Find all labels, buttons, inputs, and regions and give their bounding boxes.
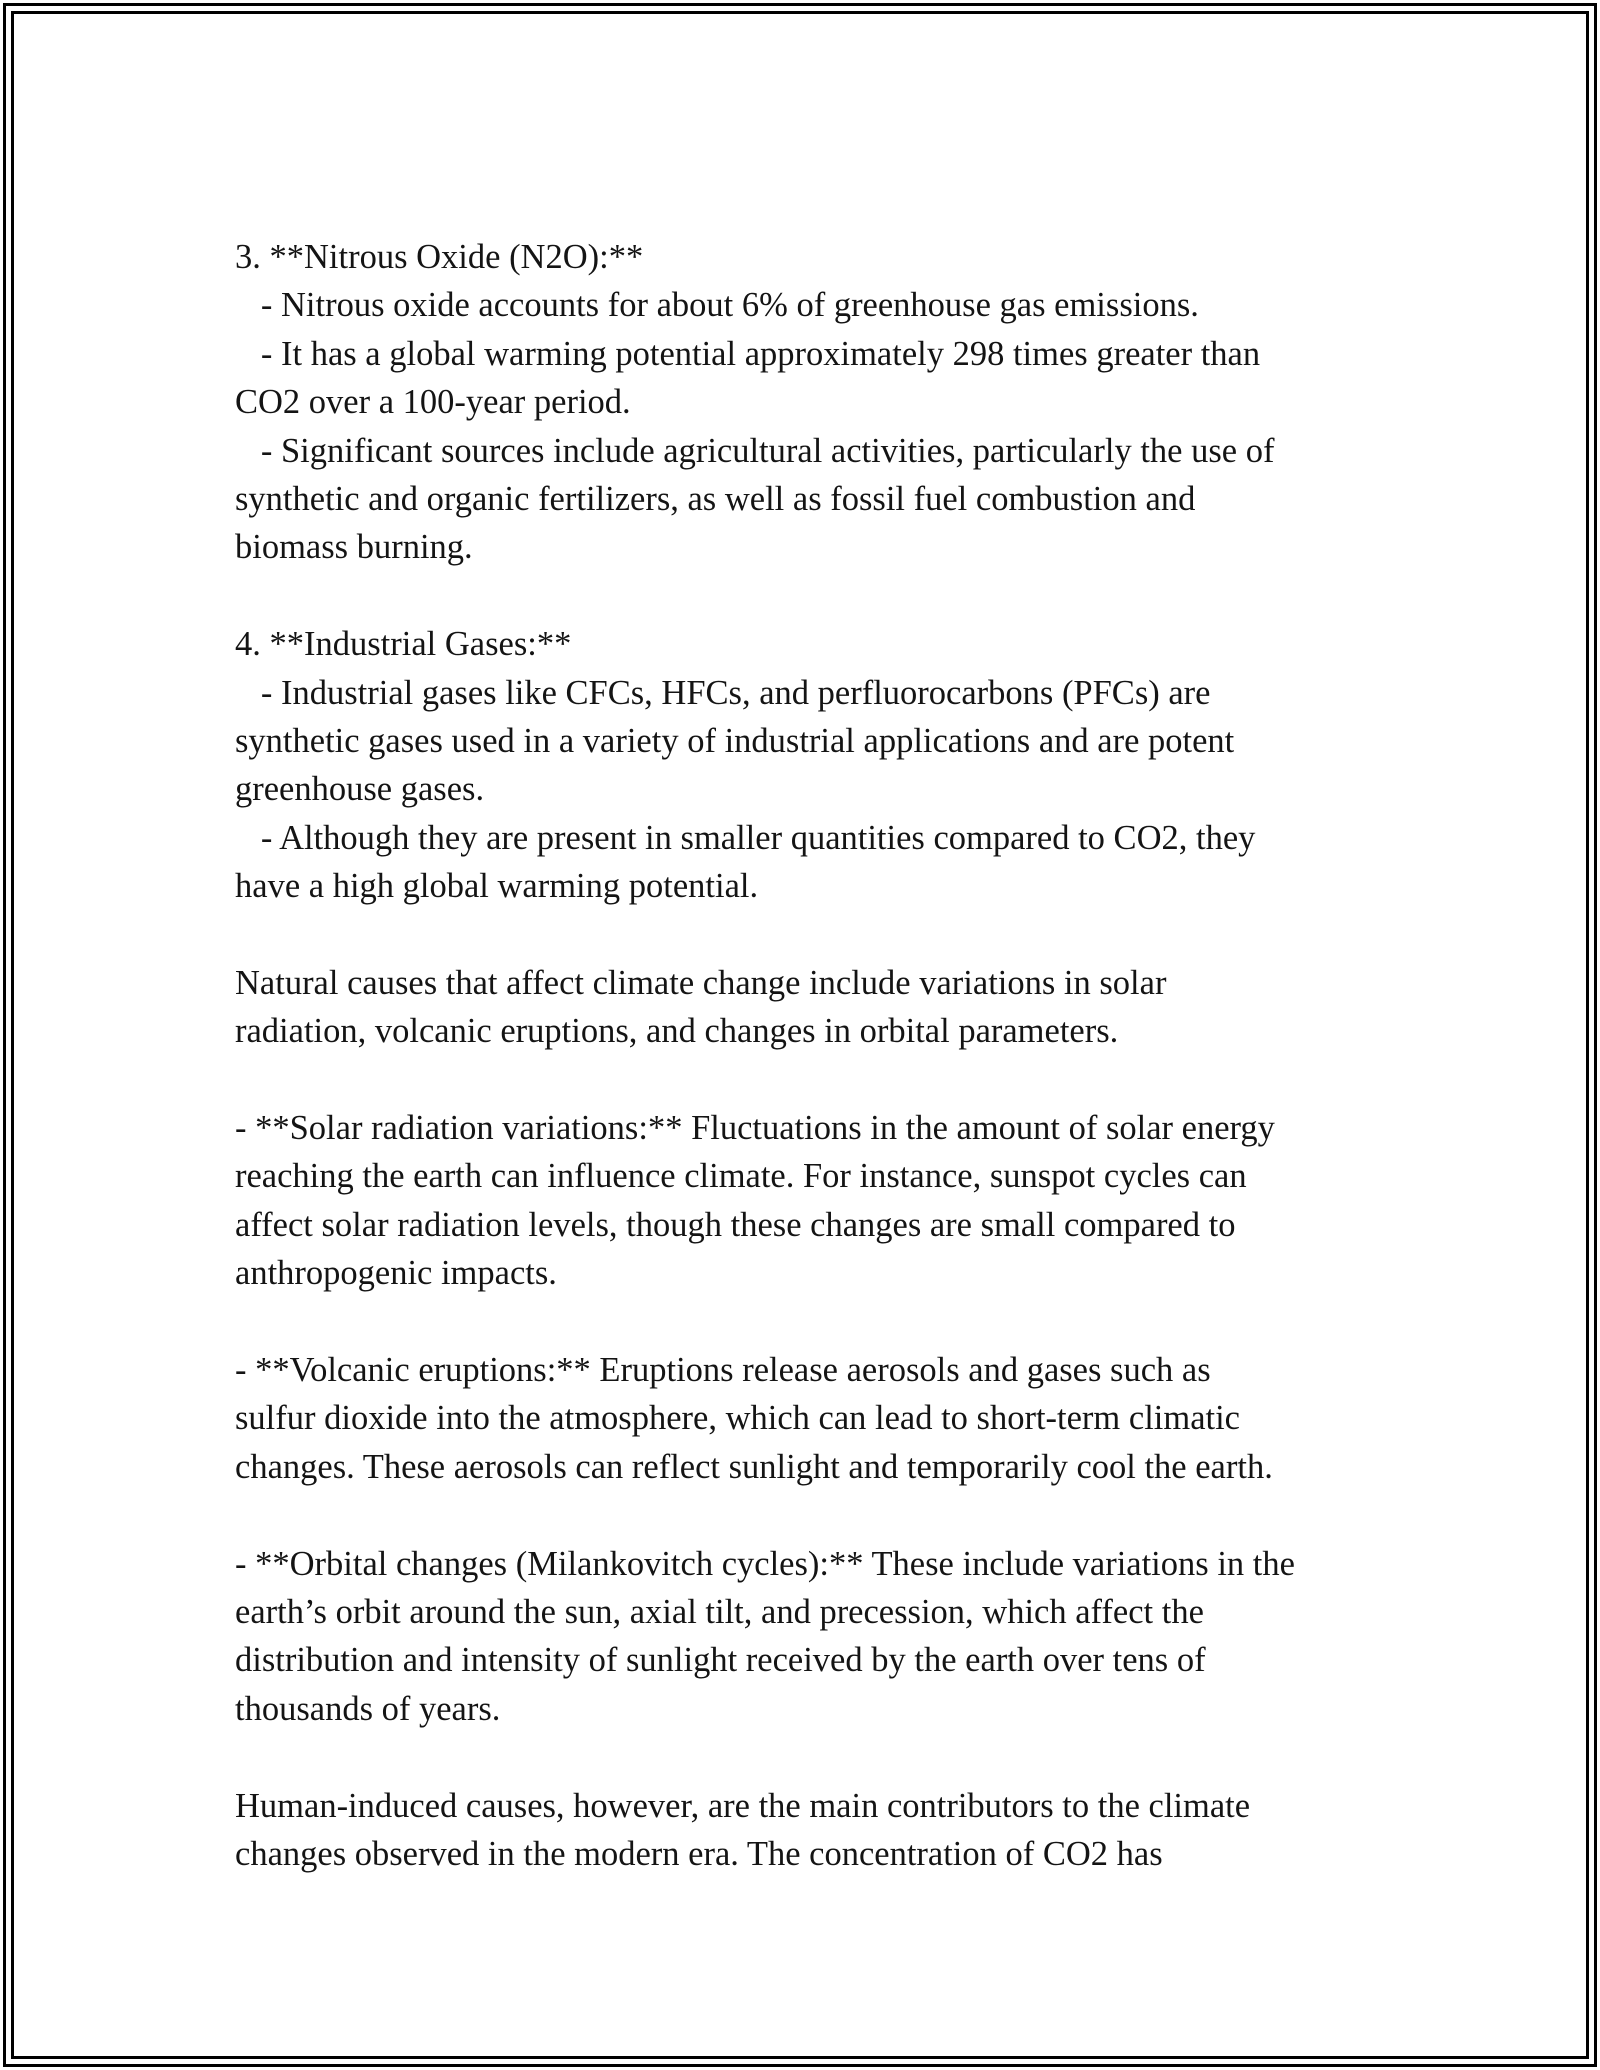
blank-line [235,572,1375,620]
text-line: - **Volcanic eruptions:** Eruptions release aerosols and gases such as [235,1350,1211,1389]
text-line: sulfur dioxide into the atmosphere, which can lead to short-term climatic [235,1399,1240,1438]
text-line: 4. **Industrial Gases:** [235,625,572,664]
text-line: CO2 over a 100-year period. [235,383,631,422]
text-line: greenhouse gases. [235,770,485,809]
blank-line [235,1298,1375,1346]
text-line: biomass burning. [235,528,473,567]
text-line: anthropogenic impacts. [235,1254,557,1293]
text-line: - Although they are present in smaller quantities compared to CO2, they [235,818,1256,857]
text-line: earth’s orbit around the sun, axial tilt, and precession, which affect the [235,1592,1204,1631]
text-line: synthetic gases used in a variety of industrial applications and are potent [235,721,1235,760]
text-line: have a high global warming potential. [235,867,759,906]
blank-line [235,1733,1375,1781]
document-body [235,233,1375,1878]
text-line: Human-induced causes, however, are the main contributors to the climate [235,1786,1251,1825]
text-line: thousands of years. [235,1689,501,1728]
text-line: Natural causes that affect climate change include variations in solar [235,963,1167,1002]
text-line: changes. These aerosols can reflect sunlight and temporarily cool the earth. [235,1447,1273,1486]
text-line: - It has a global warming potential approximately 298 times greater than [235,334,1261,373]
text-line: - Industrial gases like CFCs, HFCs, and perfluorocarbons (PFCs) are [235,673,1211,712]
text-line: distribution and intensity of sunlight received by the earth over tens of [235,1641,1206,1680]
text-line: 3. **Nitrous Oxide (N2O):** [235,238,644,276]
text-line: - **Orbital changes (Milankovitch cycles):** These include variations in the [235,1544,1295,1583]
text-line: affect solar radiation levels, though these changes are small compared to [235,1205,1236,1244]
text-line: - **Solar radiation variations:** Fluctuations in the amount of solar energy [235,1109,1275,1148]
blank-line [235,1056,1375,1104]
text-line: synthetic and organic fertilizers, as well as fossil fuel combustion and [235,479,1196,518]
blank-line [235,910,1375,958]
text-line: changes observed in the modern era. The concentration of CO2 has [235,1834,1163,1873]
text-line: reaching the earth can influence climate. For instance, sunspot cycles can [235,1157,1247,1196]
text-line: radiation, volcanic eruptions, and changes in orbital parameters. [235,1012,1119,1051]
text-line: - Nitrous oxide accounts for about 6% of greenhouse gas emissions. [235,286,1199,325]
blank-line [235,1491,1375,1539]
text-line: - Significant sources include agricultural activities, particularly the use of [235,431,1275,470]
